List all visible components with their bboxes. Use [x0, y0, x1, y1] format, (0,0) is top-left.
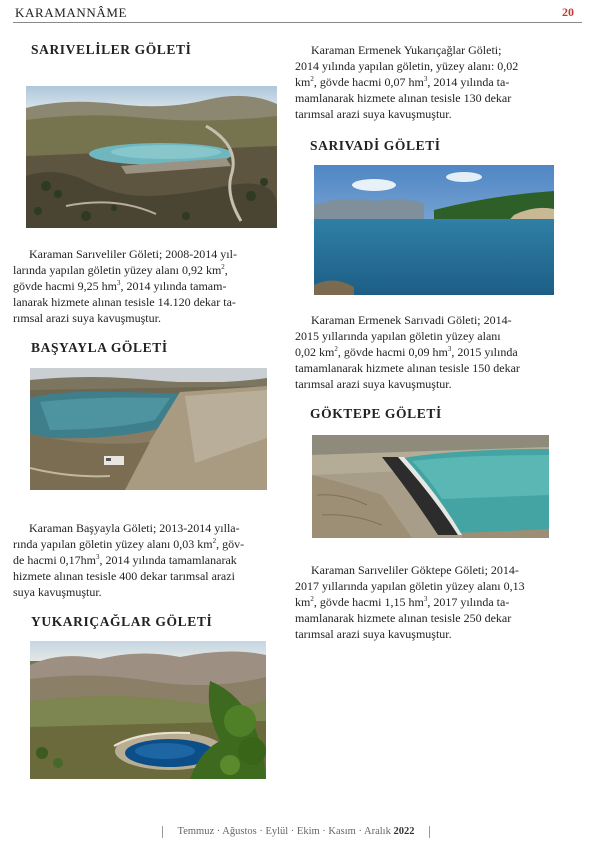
paragraph-line [295, 328, 561, 344]
paragraph-line [295, 74, 561, 90]
photo-sariveliler-pond [26, 86, 277, 228]
superscript: 3 [447, 345, 452, 353]
text-line: rımsal arazi suya kavuşmuştur. [13, 311, 161, 325]
text-line: km [295, 75, 311, 89]
paragraph-line [13, 278, 277, 294]
text-line: , gövde hacmi 1,15 hm [313, 595, 424, 609]
paragraph-line [13, 246, 277, 262]
text-line: suya kavuşmuştur. [13, 585, 102, 599]
paragraph-line [295, 106, 561, 122]
paragraph-line [295, 344, 561, 360]
text-line: tarımsal arazi suya kavuşmuştur. [295, 627, 452, 641]
text-line: , gövde hacmi 0,09 hm [337, 345, 448, 359]
paragraph-line [13, 536, 277, 552]
text-line: rında yapılan göletin yüzey alanı 0,03 km [13, 537, 213, 551]
text-line: hizmete alınan tesisle 400 dekar tarımsal arazi [13, 569, 235, 583]
paragraph-line [295, 626, 561, 642]
text-line: , göv- [216, 537, 245, 551]
text-line: , 2017 yılında ta- [427, 595, 510, 609]
text-line: tarımsal arazi suya kavuşmuştur. [295, 107, 452, 121]
superscript: 3 [423, 75, 428, 83]
superscript: 3 [116, 279, 121, 287]
text-line: de hacmi 0,17hm [13, 553, 96, 567]
text-line: gövde hacmi 9,25 hm [13, 279, 117, 293]
paragraph-line [13, 310, 277, 326]
paragraph-line [295, 562, 561, 578]
issue-months: Temmuz · Ağustos · Eylül · Ekim · Kasım · Aralık [177, 826, 391, 837]
text-line: , 2014 yılında tamamlanarak [99, 553, 237, 567]
paragraph-line [295, 376, 561, 392]
text-line: Karaman Sarıveliler Göleti; 2008-2014 yıl- [29, 247, 237, 261]
text-line: Karaman Ermenek Sarıvadi Göleti; 2014- [311, 313, 512, 327]
paragraph-line [295, 610, 561, 626]
text-line: , 2014 yılında ta- [427, 75, 510, 89]
paragraph-line [295, 90, 561, 106]
magazine-title: KARAMANNÂME [15, 5, 128, 20]
superscript: 2 [310, 595, 314, 603]
text-line: mamlanarak hizmete alınan tesisle 250 dekar [295, 611, 512, 625]
text-line: 2015 yıllarında yapılan göletin yüzey alanı [295, 329, 501, 343]
text-line: km [295, 595, 311, 609]
photo-basyayla-pond [30, 368, 267, 490]
paragraph-line [13, 520, 277, 536]
text-line: tarımsal arazi suya kavuşmuştur. [295, 377, 452, 391]
paragraph-line [13, 294, 277, 310]
superscript: 3 [95, 553, 100, 561]
paragraph-line [295, 578, 561, 594]
text-line: 0,02 km [295, 345, 335, 359]
text-line: 2017 yıllarında yapılan göletin yüzey alanı 0,13 [295, 579, 525, 593]
issue-year: 2022 [393, 826, 415, 837]
photo-goktepe-pond [312, 435, 549, 538]
heading-goktepe: GÖKTEPE GÖLETİ [310, 406, 442, 421]
heading-yukaricaglar: YUKARIÇAĞLAR GÖLETİ [31, 614, 213, 629]
text-line: , gövde hacmi 0,07 hm [313, 75, 424, 89]
paragraph-line [13, 568, 277, 584]
paragraph-line [13, 584, 277, 600]
heading-sarivadi: SARIVADİ GÖLETİ [310, 138, 441, 153]
heading-sariveliler: SARIVELİLER GÖLETİ [31, 42, 192, 57]
text-line: Karaman Başyayla Göleti; 2013-2014 yılla- [29, 521, 240, 535]
text-line: Karaman Sarıveliler Göktepe Göleti; 2014- [311, 563, 519, 577]
superscript: 2 [310, 75, 314, 83]
text-line: , 2015 yılında [451, 345, 518, 359]
superscript: 2 [212, 537, 217, 545]
text-line: 2014 yılında yapılan göletin, yüzey alanı: 0,02 [295, 59, 519, 73]
paragraph-line [295, 594, 561, 610]
superscript: 2 [221, 263, 225, 271]
text-line: tamamlanarak hizmete alınan tesisle 150 dekar [295, 361, 520, 375]
page-footer [162, 826, 430, 838]
paragraph-line [295, 42, 561, 58]
text-line: lanarak hizmete alınan tesisle 14.120 dekar ta- [13, 295, 236, 309]
text-line: larında yapılan göletin yüzey alanı 0,92 km [13, 263, 222, 277]
page-header [13, 4, 582, 23]
photo-sarivadi-pond [314, 165, 554, 295]
heading-basyayla: BAŞYAYLA GÖLETİ [31, 340, 168, 355]
page-number: 20 [562, 5, 574, 19]
text-line: , 2014 yılında tamam- [120, 279, 227, 293]
superscript: 3 [423, 595, 428, 603]
paragraph-line: larında yapılan göletin yüzey alanı 0,92 $km^2$, [13, 263, 228, 277]
text-line: Karaman Ermenek Yukarıçağlar Göleti; [311, 43, 502, 57]
paragraph-line [295, 360, 561, 376]
paragraph-line [295, 58, 561, 74]
photo-yukaricaglar-pond [30, 641, 266, 779]
paragraph-line [13, 552, 277, 568]
superscript: 2 [334, 345, 338, 353]
paragraph-line [295, 312, 561, 328]
text-line: mamlanarak hizmete alınan tesisle 130 dekar [295, 91, 512, 105]
